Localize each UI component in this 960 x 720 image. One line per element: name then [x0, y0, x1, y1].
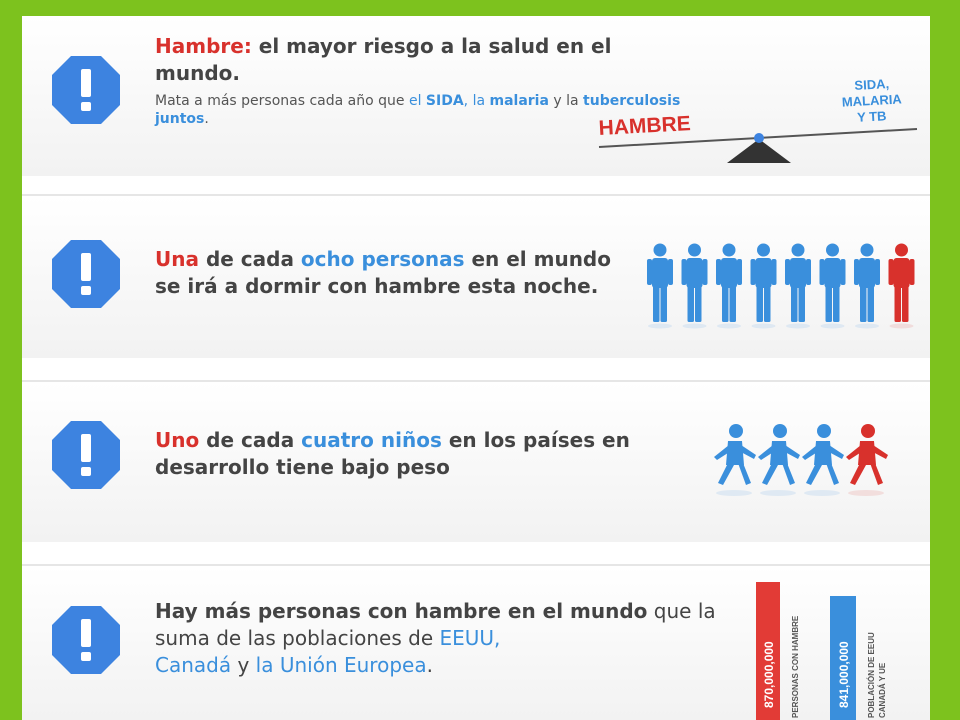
bar-poblacion-label-1: POBLACIÓN DE EEUU	[867, 632, 876, 718]
children-graphic	[704, 421, 894, 501]
child-icon	[714, 424, 756, 496]
heading-ue: la Unión Europea	[255, 653, 427, 677]
subtext-part: .	[204, 111, 209, 127]
heading-text: en los países en desarrollo tiene bajo peso	[155, 428, 630, 479]
heading-text-regular: .	[426, 653, 433, 677]
bar-hambre-value: 870,000,000	[762, 641, 776, 708]
people-graphic	[642, 242, 927, 332]
scale-label-1: SIDA,	[854, 76, 890, 93]
heading-canada: Canadá	[155, 653, 232, 677]
heading-highlight-blue: cuatro niños	[301, 428, 442, 452]
infographic-panel	[22, 16, 930, 720]
alert-icon	[50, 419, 122, 491]
child-icon	[758, 424, 800, 496]
heading-eeuu: EEUU,	[439, 626, 501, 650]
comparison-bars	[750, 574, 930, 720]
subtext-part: Mata a más personas cada año que	[155, 93, 409, 109]
person-icon	[751, 244, 777, 329]
alert-icon	[50, 238, 122, 310]
person-icon	[647, 244, 673, 329]
subtext-tb: tuberculosis juntos	[155, 93, 681, 127]
heading-highlight: Uno	[155, 428, 200, 452]
bar-poblacion-value: 841,000,000	[837, 641, 851, 708]
subtext-sida: SIDA	[425, 93, 464, 109]
heading-text: de cada	[199, 428, 302, 452]
row-2-heading	[155, 246, 635, 300]
bar-poblacion-label-2: CANADÁ Y UE	[878, 662, 887, 718]
subtext-part: y la	[548, 93, 584, 109]
scale-label-3: Y TB	[856, 108, 887, 125]
scale-label-2: MALARIA	[841, 91, 903, 110]
row-4-heading	[155, 598, 725, 679]
heading-text: el mayor riesgo a la salud en el mundo.	[155, 34, 612, 85]
alert-icon	[50, 54, 122, 126]
person-icon	[682, 244, 708, 329]
person-icon	[854, 244, 880, 329]
person-icon	[820, 244, 846, 329]
row-3-heading	[155, 427, 695, 481]
heading-text: de cada	[198, 247, 301, 271]
child-icon-highlight	[846, 424, 888, 496]
person-icon	[785, 244, 811, 329]
heading-text: en el mundo se irá a dormir con hambre esta noche.	[155, 247, 611, 298]
heading-text: Hay más personas con hambre en el mundo	[155, 599, 648, 623]
heading-text-regular: que la suma de las poblaciones de	[155, 599, 716, 650]
bar-hambre-label: PERSONAS CON HAMBRE	[791, 615, 800, 718]
heading-highlight-blue: ocho personas	[300, 247, 465, 271]
heading-text-regular: y	[231, 653, 256, 677]
child-icon	[802, 424, 844, 496]
heading-highlight: Hambre:	[155, 34, 252, 58]
scale-label-hambre: HAMBRE	[598, 112, 692, 140]
subtext-part: , la	[463, 93, 490, 109]
person-icon-highlight	[889, 244, 915, 329]
person-icon	[716, 244, 742, 329]
alert-icon	[50, 604, 122, 676]
balance-scale-graphic	[587, 71, 927, 186]
subtext-part: el	[408, 93, 426, 109]
subtext-malaria: malaria	[489, 93, 549, 109]
heading-highlight: Una	[155, 247, 199, 271]
